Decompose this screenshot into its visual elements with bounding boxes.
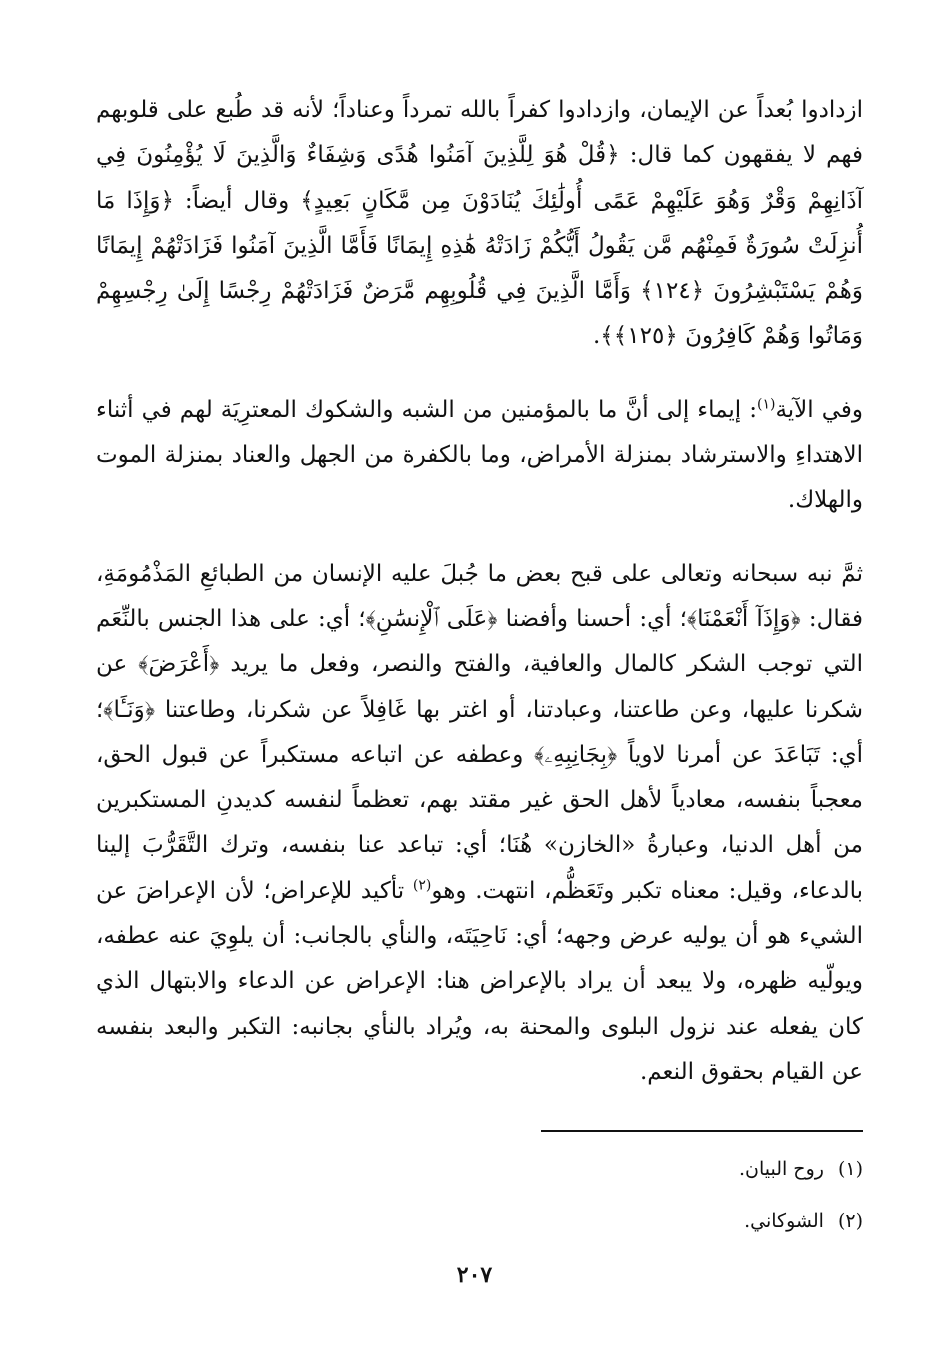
paragraph-explanation	[96, 552, 863, 1096]
main-text	[96, 88, 863, 1095]
footnote-number: (٢)	[837, 1210, 863, 1232]
footnote-text: الشوكاني.	[744, 1210, 824, 1232]
paragraph-rest: : إيماء إلى أنَّ ما بالمؤمنين من الشبه والشكوك المعترِيَة لهم في أثناء الاهتداءِ والاسترشاد بمنزلة الأمراض، وما بالكفرة من الجهل والعناد بمنزلة الموت والهلاك.	[96, 396, 863, 514]
footnote-ref-1[interactable]: (١)	[756, 396, 776, 413]
paragraph-part1: ثمَّ نبه سبحانه وتعالى على قبح بعض ما جُبلَ عليه الإنسان من الطبائعِ المَذْمُومَةِ، فقال: ﴿وَإِذَآ أَنْعَمْنَا﴾؛ أي: أحسنا وأفضنا ﴿عَلَى ٱلْإِنسَٰنِ﴾؛ أي: على هذا الجنس بالنِّعَم التي توجب الشكر كالمال والعافية، والفتح والنصر، وفعل ما يريد ﴿أَعْرَضَ﴾ عن شكرنا عليها، وعن طاعتنا، وعبادتنا، أو اغتر بها غَافِلاً عن شكرنا، وطاعتنا ﴿وَنَـَٔا﴾؛ أي: تَبَاعَدَ عن أمرنا لاوياً ﴿بِجَانِبِهِۦ﴾ وعطفه عن اتباعه مستكبراً عن قبول الحق، معجباً بنفسه، معادياً لأهل الحق غير مقتد بهم، تعظماً لنفسه كديدنِ المستكبرين من أهل الدنيا، وعبارةُ «الخازن» هُنَا؛ أي: تباعد عنا بنفسه، وترك التَّقَرُّبَ إلينا بالدعاء، وقيل: معناه تكبر وتَعَظُّم، انتهت. وهو	[96, 560, 863, 904]
paragraph-part2: تأكيد للإعراض؛ لأن الإعراضَ عن الشيء هو أن يوليه عرض وجهه؛ أي: نَاحِيَتَه، والنأي بالجانب: أن يلوِيَ عنه عطفه، ويولّيه ظهره، ولا يبعد أن يراد بالإعراض هنا: الإعراض عن الدعاء والابتهال الذي كان يفعله عند نزول البلوى والمحنة به، ويُراد بالنأي بجانبه: التكبر والبعد بنفسه عن القيام بحقوق النعم.	[96, 877, 863, 1085]
page-number: ٢٠٧	[456, 1262, 493, 1288]
paragraph-lead: وفي الآية	[775, 396, 864, 423]
paragraph-text: ازدادوا بُعداً عن الإيمان، وازدادوا كفراً بالله تمرداً وعناداً؛ لأنه قد طُبع على قلوبهم فهم لا يفقهون كما قال: ﴿قُلْ هُوَ لِلَّذِينَ آمَنُوا هُدًى وَشِفَاءٌ وَالَّذِينَ لَا يُؤْمِنُونَ فِي آذَانِهِمْ وَقْرٌ وَهُوَ عَلَيْهِمْ عَمًى أُولَٰئِكَ يُنَادَوْنَ مِن مَّكَانٍ بَعِيدٍ﴾ وقال أيضاً: ﴿وَإِذَا مَا أُنزِلَتْ سُورَةٌ فَمِنْهُم مَّن يَقُولُ أَيُّكُمْ زَادَتْهُ هَٰذِهِ إِيمَانًا فَأَمَّا الَّذِينَ آمَنُوا فَزَادَتْهُمْ إِيمَانًا وَهُمْ يَسْتَبْشِرُونَ ﴿١٢٤﴾ وَأَمَّا الَّذِينَ فِي قُلُوبِهِم مَّرَضٌ فَزَادَتْهُمْ رِجْسًا إِلَىٰ رِجْسِهِمْ وَمَاتُوا وَهُمْ كَافِرُونَ ﴿١٢٥﴾﴾.	[96, 97, 863, 350]
paragraph-commentary	[96, 388, 863, 524]
footnote-text: روح البيان.	[738, 1158, 824, 1180]
footnote-1	[96, 1152, 863, 1186]
footnotes	[96, 1130, 863, 1256]
footnote-2	[96, 1204, 863, 1238]
paragraph-verses	[96, 88, 863, 360]
footnote-ref-2[interactable]: (٢)	[412, 877, 432, 894]
footnote-number: (١)	[837, 1158, 863, 1180]
footnote-divider	[541, 1130, 863, 1132]
